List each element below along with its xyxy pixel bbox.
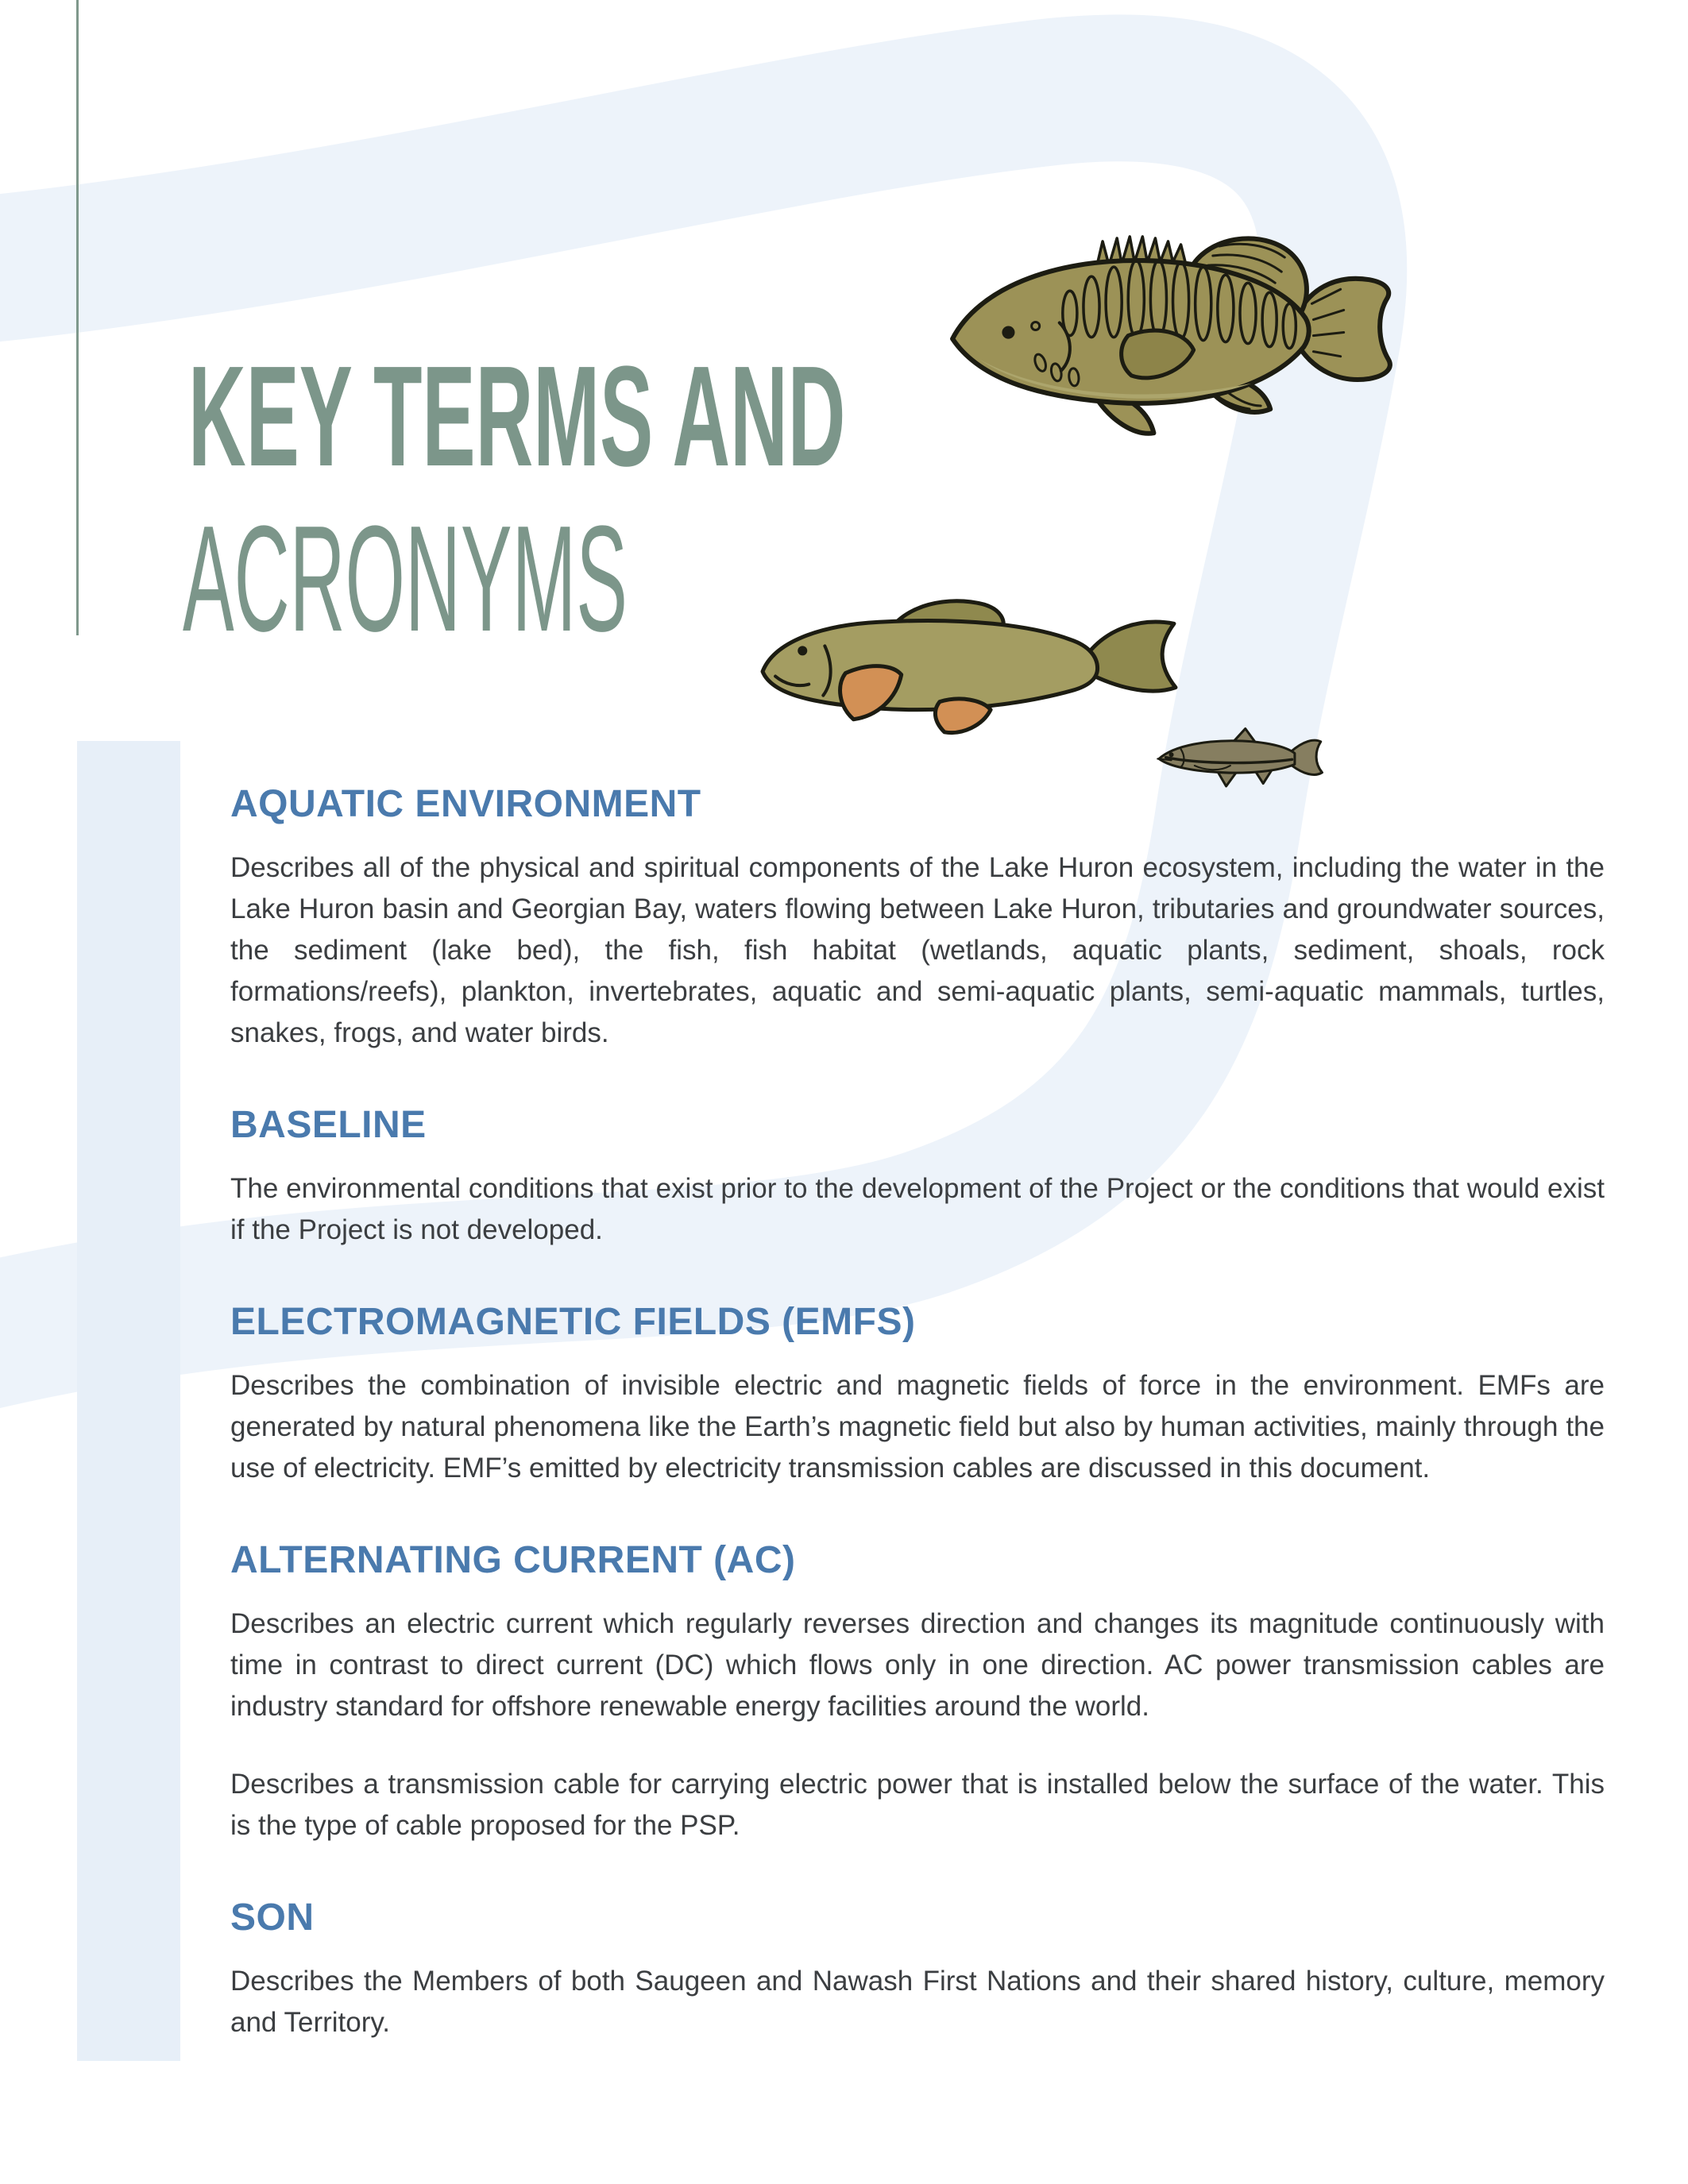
term-section (230, 1538, 1605, 1846)
section-paragraph: Describes an electric current which regularly reverses direction and changes its magnitude continuously with time in contrast to direct current (DC) which flows only in one direction. AC power transmission cables are industry standard for offshore renewable energy facilities around the world. (230, 1608, 1605, 1722)
section-heading: SON (230, 1897, 315, 1939)
page-title-line-2: ACRONYMS (183, 495, 628, 663)
section-heading: ALTERNATING CURRENT (AC) (230, 1539, 796, 1581)
section-paragraph: The environmental conditions that exist prior to the development of the Project or the conditions that would exist if the Project is not developed. (230, 1173, 1605, 1245)
section-paragraph: Describes the Members of both Saugeen and Nawash First Nations and their shared history, culture, memory and Territory. (230, 1966, 1605, 2038)
left-accent-bar (77, 741, 180, 2061)
minnow-illustration (1150, 726, 1328, 791)
smallmouth-bass-illustration (940, 205, 1396, 447)
section-heading: AQUATIC ENVIRONMENT (230, 783, 701, 825)
section-heading: ELECTROMAGNETIC FIELDS (EMFS) (230, 1301, 916, 1343)
page-title-line-1: KEY TERMS AND (188, 337, 846, 496)
section-paragraph: Describes all of the physical and spiritual components of the Lake Huron ecosystem, including the water in the Lake Huron basin and Georgian Bay, waters flowing between Lake Huron, tributaries and groundwater sources, the sediment (lake bed), the fish, fish habitat (wetlands, aquatic plants, sediment, shoals, rock formations/reefs), plankton, invertebrates, aquatic and semi-aquatic plants, semi-aquatic mammals, turtles, snakes, frogs, and water birds. (230, 852, 1605, 1048)
sections (230, 782, 1605, 2093)
left-vertical-rule (76, 0, 79, 635)
section-paragraph: Describes the combination of invisible electric and magnetic fields of force in the environment. EMFs are generated by natural phenomena like the Earth’s magnetic field but also by human activities, mainly through the use of electricity. EMF’s emitted by electricity transmission cables are discussed in this document. (230, 1370, 1605, 1484)
sucker-fish-illustration (751, 592, 1188, 747)
term-section (230, 1103, 1605, 1251)
section-heading: BASELINE (230, 1104, 427, 1146)
term-section (230, 1896, 1605, 2043)
term-section (230, 1300, 1605, 1489)
section-paragraph: Describes a transmission cable for carrying electric power that is installed below the surface of the water. This is the type of cable proposed for the PSP. (230, 1769, 1605, 1841)
term-section (230, 782, 1605, 1054)
